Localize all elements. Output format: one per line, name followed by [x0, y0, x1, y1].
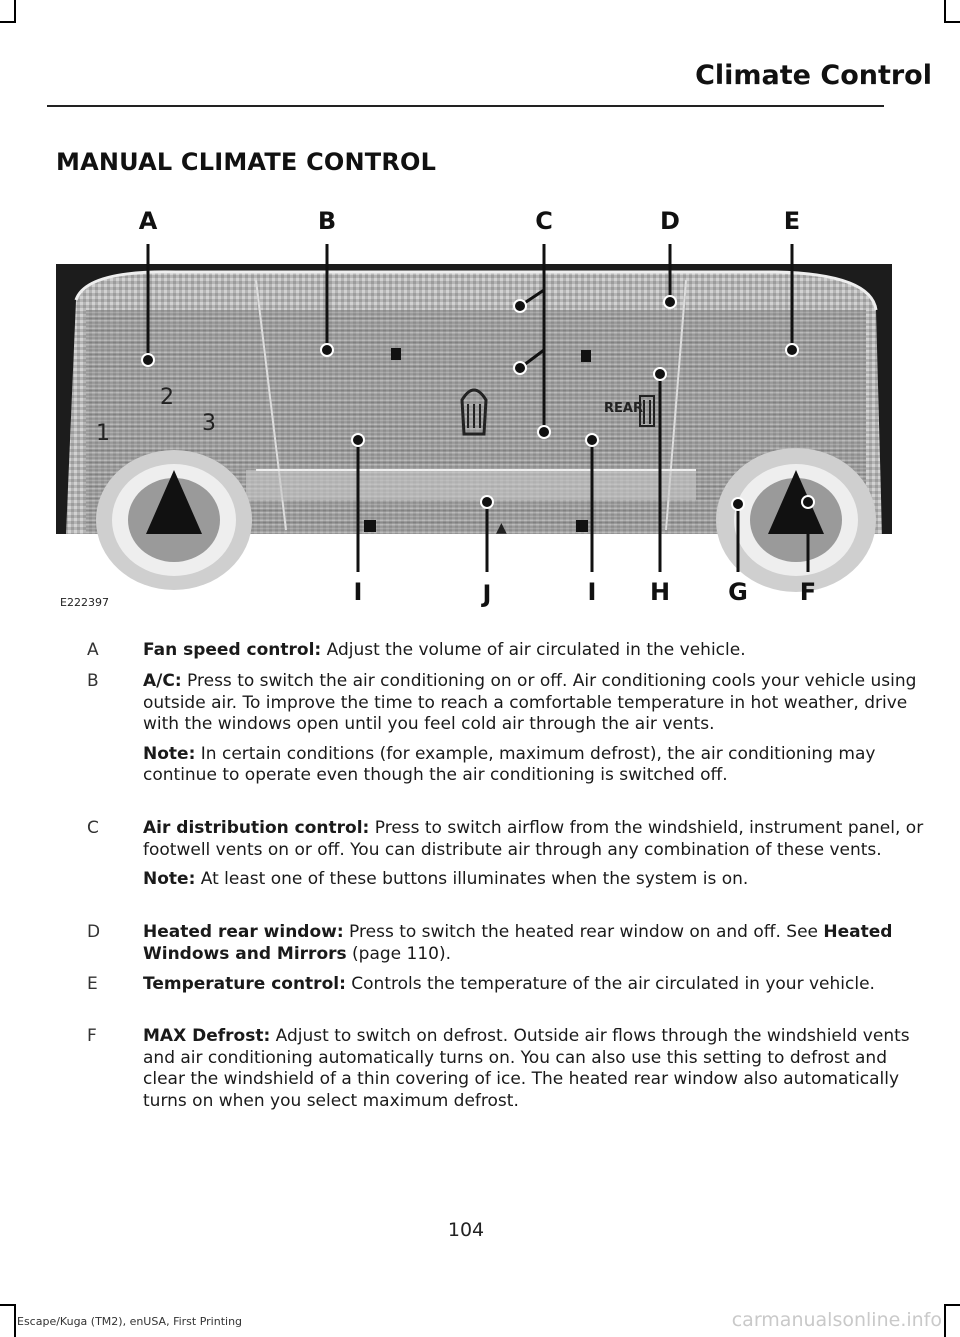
knob-number-2: 2: [160, 385, 174, 410]
callout-text: Press to switch the heated rear window on and off. See: [343, 922, 824, 942]
footer-text: Escape/Kuga (TM2), enUSA, First Printing: [17, 1315, 243, 1328]
crop-mark: [944, 1304, 960, 1306]
climate-control-figure: [56, 200, 892, 610]
callout-letter: E: [87, 974, 98, 994]
indicator-light: [364, 520, 376, 532]
crop-mark: [944, 0, 946, 22]
callout-term: Air distribution control:: [143, 818, 370, 838]
crop-mark: [14, 1304, 16, 1337]
rear-label: REAR: [604, 401, 643, 416]
callout-letter: A: [87, 640, 99, 660]
callout-label-g: G: [728, 578, 748, 606]
callout-label-b: B: [317, 207, 337, 235]
indicator-light: [581, 350, 591, 362]
callout-body: [143, 671, 933, 787]
callout-label-e: E: [783, 207, 801, 235]
indicator-light: [576, 520, 588, 532]
callout-note: [143, 869, 933, 891]
callout-label-a: A: [138, 207, 158, 235]
crop-mark: [944, 21, 960, 23]
callout-label-c: C: [535, 207, 553, 235]
callout-note: [143, 744, 933, 787]
callout-letter: D: [87, 922, 101, 942]
svg-text:▲: ▲: [496, 520, 507, 536]
section-heading: MANUAL CLIMATE CONTROL: [56, 148, 437, 176]
callout-term: Heated rear window:: [143, 922, 344, 942]
callout-label-h: H: [649, 578, 671, 606]
callout-label-d: D: [660, 207, 680, 235]
note-label: Note:: [143, 743, 196, 764]
callout-body: [143, 1026, 933, 1112]
note-label: Note:: [143, 869, 196, 889]
knob-number-1: 1: [96, 421, 110, 446]
callout-term: A/C:: [143, 671, 182, 691]
callout-letter: F: [87, 1026, 97, 1046]
callout-body: [143, 640, 933, 662]
callout-term: Fan speed control:: [143, 640, 322, 660]
callout-body: [143, 974, 933, 996]
crop-mark: [14, 0, 16, 22]
callout-letter: C: [87, 818, 99, 838]
page-reference: (page 110).: [346, 943, 452, 964]
note-text: At least one of these buttons illuminates when the system is on.: [195, 869, 749, 889]
callout-label-i: I: [587, 578, 597, 606]
knob-number-3: 3: [202, 411, 216, 436]
callout-body: [143, 922, 933, 965]
watermark: carmanualsonline.info: [731, 1309, 942, 1331]
callout-letter: B: [87, 671, 99, 691]
header-rule: [47, 105, 884, 107]
callout-body: [143, 818, 933, 891]
page-number: 104: [447, 1219, 485, 1241]
cross-reference-link[interactable]: Heated Windows and Mirrors: [143, 922, 893, 964]
page-header-title: Climate Control: [695, 60, 932, 91]
callout-text: Press to switch airflow from the windshield, instrument panel, or footwell vents on or off. You can distribute air through any combination of these vents.: [143, 818, 924, 860]
callout-text: Press to switch the air conditioning on or off. Air conditioning cools your vehicle using outside air. To improve the time to reach a comfortable temperature in hot weather, drive with the windows open until you feel cold air through the air vents.: [143, 671, 917, 734]
callout-label-f: F: [799, 578, 817, 606]
crop-mark: [944, 1304, 946, 1337]
figure-id: E222397: [60, 596, 109, 609]
callout-term: MAX Defrost:: [143, 1026, 271, 1046]
callout-label-i: I: [353, 578, 363, 606]
callout-label-j: J: [482, 580, 492, 608]
callout-text: Adjust to switch on defrost. Outside air flows through the windshield vents and air conditioning automatically turns on. You can also use this setting to defrost and clear the windshield of a thin covering of ice. The heated rear window also automatically turns on when you select maximum defrost.: [143, 1026, 910, 1111]
indicator-light: [391, 348, 401, 360]
callout-text: Controls the temperature of the air circulated in your vehicle.: [345, 974, 875, 994]
callout-text: Adjust the volume of air circulated in the vehicle.: [321, 640, 746, 660]
note-text: In certain conditions (for example, maximum defrost), the air conditioning may continue to operate even though the air conditioning is switched off.: [143, 743, 876, 785]
callout-term: Temperature control:: [143, 974, 346, 994]
temperature-knob: [716, 448, 876, 592]
